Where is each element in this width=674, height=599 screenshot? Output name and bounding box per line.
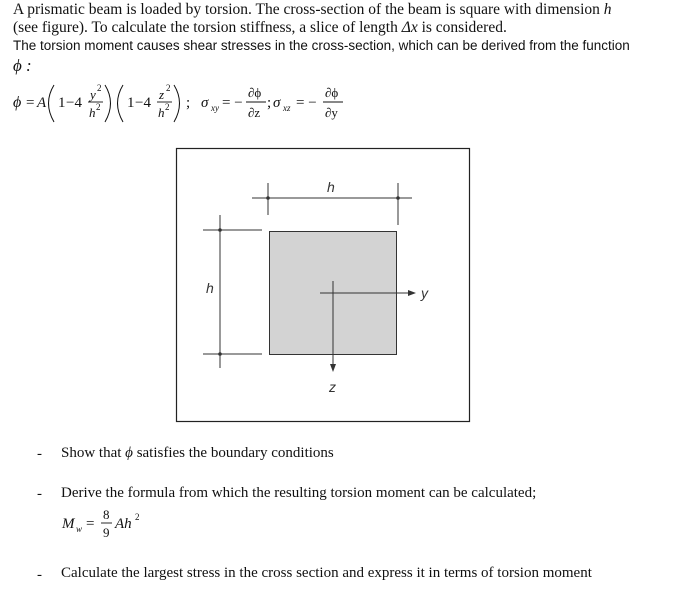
eq-minus-four-1: −4 [66,95,82,111]
bullet-1-text-b: satisfies the boundary conditions [136,445,334,461]
intro-line-2-text-a: (see figure). To calculate the torsion stiffness, a slice of length [13,19,398,36]
eq-equals: = [26,95,35,111]
mw-eq: = [86,516,95,532]
intro-line-2-text-b: is considered. [421,19,507,36]
eq-eq-minus-2: = − [296,95,317,111]
intro-var-dx: Δx [401,19,418,36]
eq-sub-xz: xz [283,103,291,113]
eq-dy: ∂y [325,105,338,120]
eq-z: z [159,87,165,102]
mw-Ah: Ah [115,516,132,532]
eq-z-sup: 2 [166,83,171,93]
label-y: y [421,285,428,301]
intro-line-1-text: A prismatic beam is loaded by torsion. The cross-section of the beam is square with dimension [13,1,600,18]
eq-semicolon-1: ; [186,95,191,111]
eq-one-1: 1 [58,95,66,111]
eq-sigma-xz: σ [273,95,281,111]
eq-y-sup: 2 [97,83,102,93]
mw-sub-w: w [76,524,83,534]
eq-h-2: h [158,105,165,120]
mw-den: 9 [103,525,110,540]
eq-one-2: 1 [127,95,135,111]
bullet-1-dash: - [37,446,42,462]
phi-label: ϕ : [13,56,32,75]
torsion-moment-formula [60,506,160,546]
eq-h-sup-1: 2 [96,102,101,112]
eq-A: A [37,95,47,111]
dim-top-dot-right [396,196,400,200]
bullet-2: Derive the formula from which the resulting torsion moment can be calculated; [61,485,537,501]
bullet-3: Calculate the largest stress in the cross section and express it in terms of torsion moment [61,565,592,581]
label-z: z [329,379,336,395]
eq-minus-four-2: −4 [135,95,151,111]
bullet-3-dash: - [37,567,42,583]
eq-h-sup-2: 2 [165,102,170,112]
eq-semicolon-2: ; [267,95,272,111]
bullet-1-text-a: Show that [61,445,122,461]
eq-dphi-2: ∂ϕ [325,85,339,100]
label-h-left: h [206,280,214,296]
intro-line-3: The torsion moment causes shear stresses in the cross-section, which can be derived from the function [13,38,630,53]
dim-left-dot-top [218,228,222,232]
bullet-1 [61,445,334,462]
dim-left-dot-bottom [218,352,222,356]
eq-sub-xy: xy [211,103,219,113]
eq-dphi-1: ∂ϕ [248,85,262,100]
mw-sup: 2 [135,512,140,522]
eq-dz: ∂z [248,105,261,120]
eq-h-1: h [89,105,96,120]
eq-phi: ϕ [13,94,22,111]
mw-M: M [62,516,75,532]
bullet-2-dash: - [37,486,42,502]
eq-y: y [90,87,96,102]
mw-num: 8 [103,507,110,522]
eq-eq-minus-1: = − [222,95,243,111]
dim-top-dot-left [266,196,270,200]
eq-sigma-xy: σ [201,95,209,111]
label-h-top: h [327,179,335,195]
intro-var-h: h [603,1,612,18]
bullet-1-var-phi: ϕ [125,445,133,461]
